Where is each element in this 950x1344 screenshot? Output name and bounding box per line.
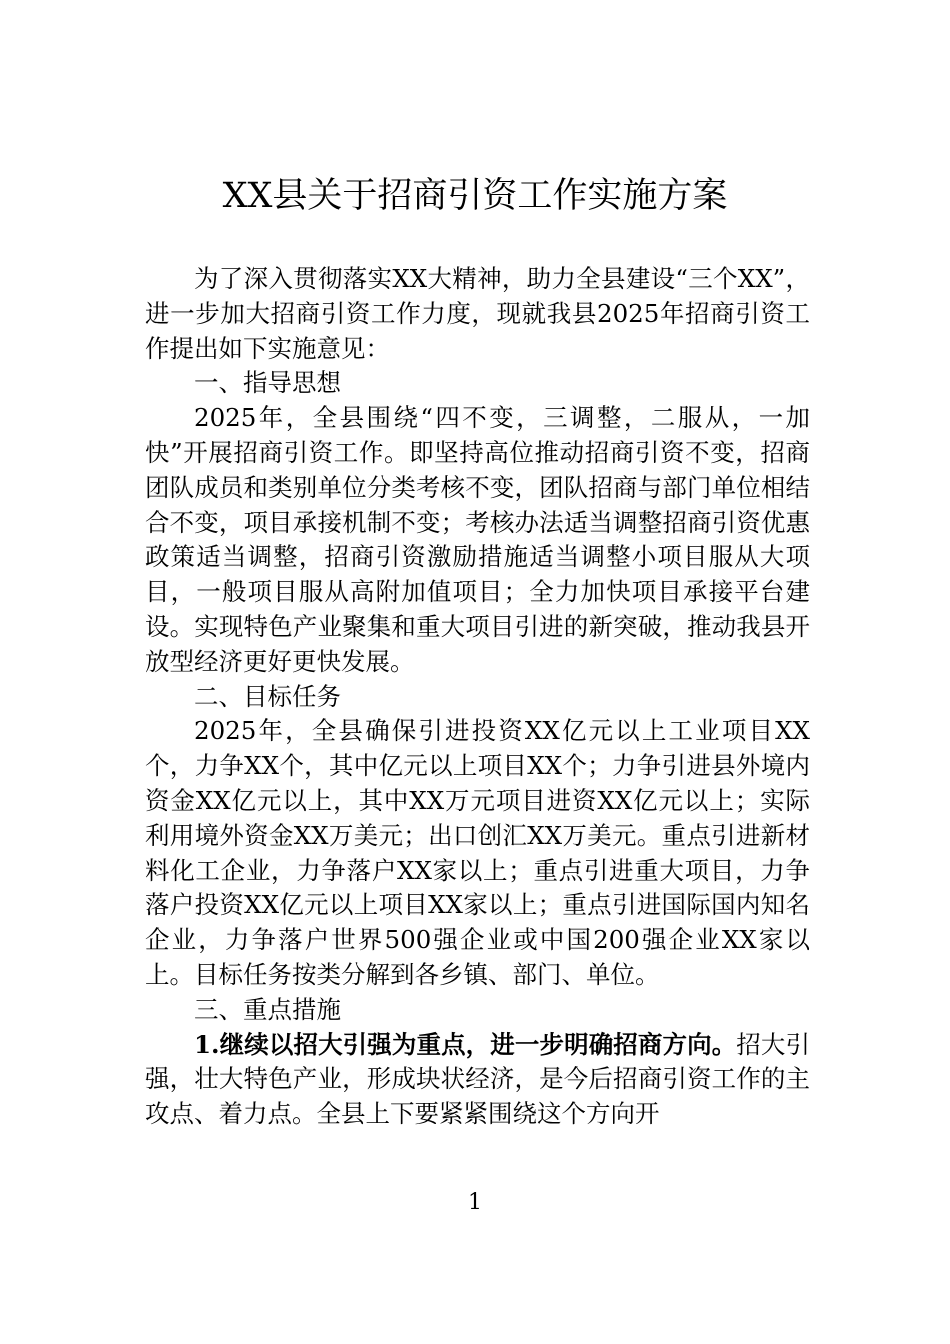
section-heading-guiding-ideology: 一、指导思想 bbox=[194, 368, 341, 398]
page-number: 1 bbox=[468, 1190, 482, 1215]
measure-1-text: 招大引强，壮大特色产业，形成块状经济，是今后招商引资工作的主攻点、着力点。全县上下要紧紧围绕这个方向开 bbox=[145, 1029, 810, 1129]
measure-1-lead: 1.继续以招大引强为重点，进一步明确招商方向。 bbox=[194, 1029, 737, 1059]
section-paragraph-guiding-ideology: 2025年，全县围绕“四不变，三调整，二服从，一加快”开展招商引资工作。即坚持高位推动招商引资不变，招商团队成员和类别单位分类考核不变，团队招商与部门单位相结合不变，项目承接机制不变；考核办法适当调整招商引资优惠政策适当调整，招商引资激励措施适当调整小项目服从大项目，一般项目服从高附加值项目；全力加快项目承接平台建设。实现特色产业聚集和重大项目引进的新突破，推动我县开放型经济更好更快发展。 bbox=[145, 403, 810, 676]
section-heading-key-measures: 三、重点措施 bbox=[194, 994, 341, 1024]
document-title: XX县关于招商引资工作实施方案 bbox=[222, 176, 728, 216]
document-body bbox=[145, 262, 810, 1132]
intro-paragraph: 为了深入贯彻落实XX大精神，助力全县建设“三个XX”，进一步加大招商引资工作力度，现就我县2025年招商引资工作提出如下实施意见： bbox=[145, 264, 810, 363]
section-paragraph-key-measures bbox=[145, 1028, 810, 1132]
section-heading-targets: 二、目标任务 bbox=[194, 681, 341, 711]
section-paragraph-targets: 2025年，全县确保引进投资XX亿元以上工业项目XX个，力争XX个，其中亿元以上项目XX个；力争引进县外境内资金XX亿元以上，其中XX万元项目进资XX亿元以上；实际利用境外资金XX万美元；出口创汇XX万美元。重点引进新材料化工企业，力争落户XX家以上；重点引进重大项目，力争落户投资XX亿元以上项目XX家以上；重点引进国际国内知名企业，力争落户世界500强企业或中国200强企业XX家以上。目标任务按类分解到各乡镇、部门、单位。 bbox=[145, 716, 810, 989]
